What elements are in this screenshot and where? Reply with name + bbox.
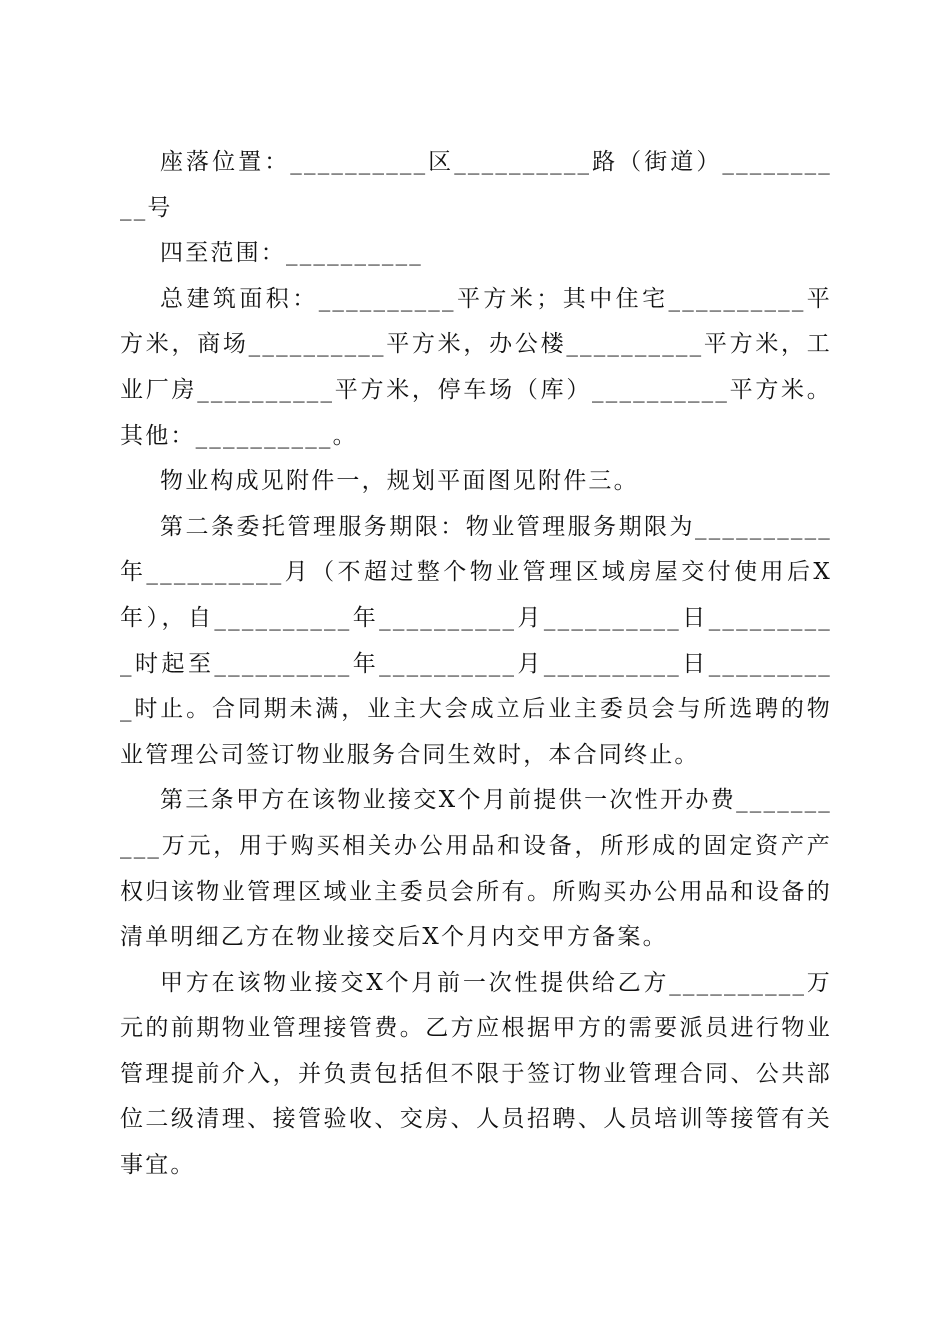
takeover-fee-paragraph: 甲方在该物业接交X个月前一次性提供给乙方__________万元的前期物业管理接管费。乙方应根据甲方的需要派员进行物业管理提前介入，并负责包括但不限于签订物业管理合同、公共部位二级清理、接管验收、交房、人员招聘、人员培训等接管有关事宜。 (120, 969, 832, 1179)
article-3-fee-paragraph: 第三条甲方在该物业接交X个月前提供一次性开办费__________万元，用于购买相关办公用品和设备，所形成的固定资产产权归该物业管理区域业主委员会所有。所购买办公用品和设备的清单明细乙方在物业接交后X个月内交甲方备案。 (120, 787, 832, 951)
area-paragraph: 总建筑面积：__________平方米；其中住宅__________平方米，商场__________平方米，办公楼__________平方米，工业厂房__________平方米，停车场（库）__________平方米。其他：__________。 (120, 285, 832, 449)
composition-paragraph: 物业构成见附件一，规划平面图见附件三。 (160, 468, 639, 495)
location-paragraph: 座落位置：__________区__________路（街道）__________号 (120, 149, 832, 221)
boundary-paragraph: 四至范围：__________ (160, 240, 423, 267)
article-2-term-paragraph: 第二条委托管理服务期限：物业管理服务期限为__________年__________月（不超过整个物业管理区域房屋交付使用后X年），自__________年__________月__________日__________时起至__________年__________月__________日__________时止。合同期未满，业主大会成立后业主委员会与所选聘的物业管理公司签订物业服务合同生效时，本合同终止。 (120, 513, 832, 768)
